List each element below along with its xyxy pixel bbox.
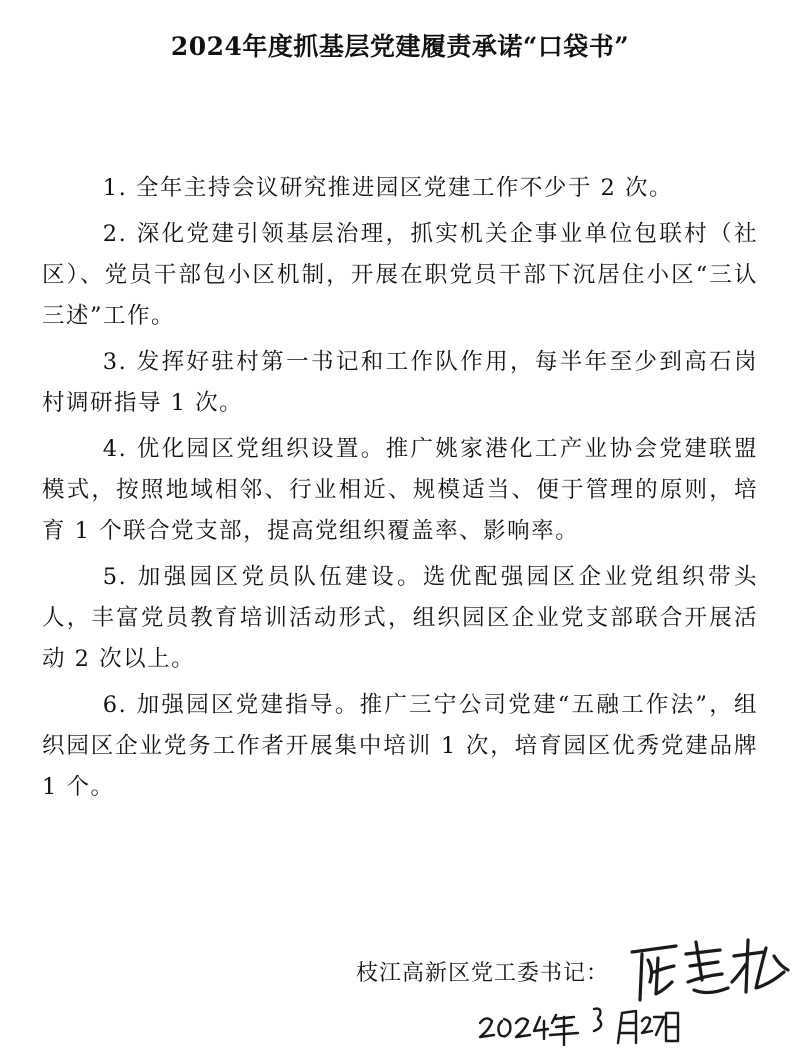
handwritten-date (450, 995, 680, 1055)
commitment-item-4: 4. 优化园区党组织设置。推广姚家港化工产业协会党建联盟模式，按照地域相邻、行业相近、规模适当、便于管理的原则，培育 1 个联合党支部，提高党组织覆盖率、影响率。 (42, 436, 758, 544)
document-title: 2024年度抓基层党建履责承诺“口袋书” (170, 32, 630, 61)
commitment-item-6: 6. 加强园区党建指导。推广三宁公司党建“五融工作法”，组织园区企业党务工作者开展集中培训 1 次，培育园区优秀党建品牌 1 个。 (42, 692, 758, 800)
commitment-item-1: 1. 全年主持会议研究推进园区党建工作不少于 2 次。 (102, 175, 673, 201)
commitment-item-5: 5. 加强园区党员队伍建设。选优配强园区企业党组织带头人，丰富党员教育培训活动形式，组织园区企业党支部联合开展活动 2 次以上。 (42, 564, 758, 672)
signature-label: 枝江高新区党工委书记： (356, 961, 610, 986)
commitment-list (42, 168, 758, 813)
commitment-item-3: 3. 发挥好驻村第一书记和工作队作用，每半年至少到高石岗村调研指导 1 次。 (42, 349, 758, 416)
commitment-item-2: 2. 深化党建引领基层治理，抓实机关企事业单位包联村（社区）、党员干部包小区机制，开展在职党员干部下沉居住小区“三认三述”工作。 (42, 221, 758, 329)
